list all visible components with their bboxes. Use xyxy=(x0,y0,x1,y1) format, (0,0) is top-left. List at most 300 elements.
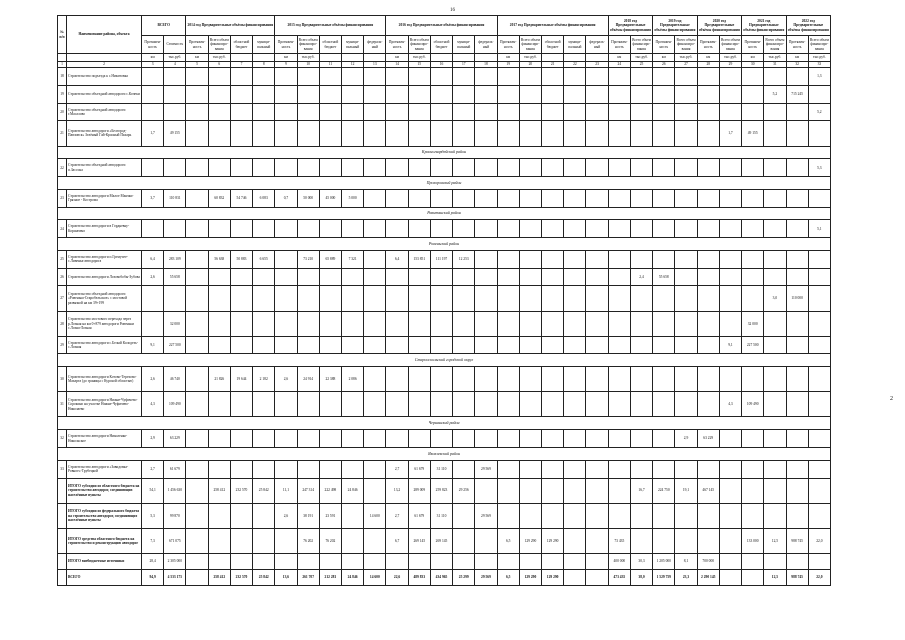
row-value xyxy=(297,68,319,86)
row-value xyxy=(297,103,319,121)
row-value xyxy=(208,85,230,103)
row-value: 289 009 xyxy=(408,478,430,503)
header-unit: тыс.руб. xyxy=(208,54,230,62)
row-value xyxy=(675,392,697,417)
row-value: 22,0 xyxy=(808,528,830,553)
row-value xyxy=(675,220,697,238)
row-value xyxy=(475,478,497,503)
row-value xyxy=(230,460,252,478)
row-name: Строительство автодороги Котово-Терехово-Махарта (до границы с Курской областью) xyxy=(67,367,142,392)
row-value xyxy=(186,250,208,268)
row-value xyxy=(164,220,186,238)
row-value xyxy=(275,159,297,177)
row-value xyxy=(764,430,786,448)
row-value: 45 000 xyxy=(319,189,341,207)
header-col-index: 11 xyxy=(319,62,341,68)
row-value xyxy=(164,68,186,86)
row-value xyxy=(653,311,675,336)
row-value: 24 846 xyxy=(342,569,364,585)
row-value xyxy=(519,121,541,146)
row-value xyxy=(208,103,230,121)
row-value xyxy=(497,553,519,569)
row-value xyxy=(608,460,630,478)
row-value xyxy=(764,478,786,503)
row-value xyxy=(586,336,608,354)
row-value xyxy=(808,121,830,146)
header-unit: км xyxy=(275,54,297,62)
row-value xyxy=(542,478,564,503)
row-value xyxy=(675,460,697,478)
row-value xyxy=(808,553,830,569)
row-value: 76 202 xyxy=(319,528,341,553)
row-value xyxy=(408,311,430,336)
row-value: 232 570 xyxy=(230,569,252,585)
row-value: 9,1 xyxy=(142,336,164,354)
row-value xyxy=(253,159,275,177)
row-value: 269 145 xyxy=(408,528,430,553)
row-value xyxy=(186,367,208,392)
district-name: Ракитянский район xyxy=(58,207,831,220)
row-value xyxy=(342,553,364,569)
total-row xyxy=(58,528,831,553)
row-value: 473 435 xyxy=(608,569,630,585)
row-value: 14 600 xyxy=(364,503,386,528)
row-value xyxy=(430,220,452,238)
row-value xyxy=(342,68,364,86)
row-value: 38,0 xyxy=(630,569,652,585)
row-value xyxy=(275,460,297,478)
row-value xyxy=(475,392,497,417)
row-value xyxy=(742,478,764,503)
row-number: 18 xyxy=(58,68,67,86)
row-value xyxy=(519,68,541,86)
row-number: 30 xyxy=(58,367,67,392)
row-number: 24 xyxy=(58,220,67,238)
header-subcol: муници-пальный xyxy=(453,36,475,54)
row-value xyxy=(453,528,475,553)
row-value xyxy=(764,250,786,268)
row-value xyxy=(719,528,741,553)
table-row xyxy=(58,367,831,392)
header-subcol: Всего объем финансиро-вания xyxy=(675,36,697,54)
row-value xyxy=(719,430,741,448)
table-row xyxy=(58,220,831,238)
header-col-index: 14 xyxy=(386,62,408,68)
row-value xyxy=(519,220,541,238)
row-value xyxy=(764,103,786,121)
row-value xyxy=(497,286,519,311)
row-value xyxy=(719,460,741,478)
row-value xyxy=(430,85,452,103)
row-value xyxy=(430,430,452,448)
row-value xyxy=(342,85,364,103)
row-value xyxy=(653,336,675,354)
row-value xyxy=(408,553,430,569)
row-value xyxy=(564,103,586,121)
row-value xyxy=(497,367,519,392)
row-value xyxy=(342,392,364,417)
header-unit xyxy=(253,54,275,62)
row-value xyxy=(364,268,386,286)
row-value: 29 569 xyxy=(475,569,497,585)
header-subcol: Всего объем финансиро-вания xyxy=(408,36,430,54)
row-value xyxy=(186,68,208,86)
row-value xyxy=(786,159,808,177)
row-value xyxy=(519,286,541,311)
row-value xyxy=(697,68,719,86)
row-value xyxy=(519,189,541,207)
row-value xyxy=(364,85,386,103)
header-group: 2020 год Предварительные объёмы финансирования xyxy=(697,16,741,36)
row-name: Строительство мостового перехода через р.Лозная на км 0+879 автодороги Ровеньки с.Лозна-Лозная xyxy=(67,311,142,336)
row-value xyxy=(430,103,452,121)
header-col-index: 17 xyxy=(453,62,475,68)
row-value xyxy=(519,503,541,528)
row-value: 227 500 xyxy=(164,336,186,354)
row-value xyxy=(319,268,341,286)
row-value xyxy=(742,85,764,103)
row-value xyxy=(764,159,786,177)
row-value xyxy=(542,503,564,528)
row-value: 5,3 xyxy=(808,159,830,177)
header-subcol: областной бюджет xyxy=(542,36,564,54)
header-col-index: 21 xyxy=(542,62,564,68)
row-value: 63 229 xyxy=(164,430,186,448)
row-value: 1,7 xyxy=(142,121,164,146)
row-value xyxy=(653,430,675,448)
header-subcol: Протяжен-ность xyxy=(186,36,208,54)
header-unit: тыс.руб. xyxy=(719,54,741,62)
row-value: 25 842 xyxy=(253,478,275,503)
header-subcol: областной бюджет xyxy=(430,36,452,54)
row-value: 13,6 xyxy=(275,569,297,585)
row-value xyxy=(786,503,808,528)
row-value: 227 500 xyxy=(742,336,764,354)
row-value xyxy=(764,460,786,478)
row-name: Строительство объездной автодороги п.Засосна xyxy=(67,159,142,177)
row-value xyxy=(475,553,497,569)
row-value xyxy=(542,68,564,86)
row-value: 133 000 xyxy=(742,528,764,553)
row-value xyxy=(542,121,564,146)
row-value xyxy=(742,103,764,121)
row-value xyxy=(653,68,675,86)
row-value xyxy=(386,392,408,417)
row-name: Строительство объездной автодороги с.Кочеки xyxy=(67,85,142,103)
district-row xyxy=(58,207,831,220)
row-name: ИТОГО внебюджетные источники xyxy=(67,553,142,569)
row-value xyxy=(342,268,364,286)
row-value: 49 155 xyxy=(164,121,186,146)
row-value xyxy=(475,121,497,146)
row-value xyxy=(408,336,430,354)
district-name: Старооскольский городской округ xyxy=(58,354,831,367)
table-row xyxy=(58,392,831,417)
row-value xyxy=(608,392,630,417)
row-value: 258 412 xyxy=(208,478,230,503)
row-value: 24 846 xyxy=(342,478,364,503)
row-value xyxy=(386,103,408,121)
row-value xyxy=(542,392,564,417)
header-unit: км xyxy=(386,54,408,62)
row-value xyxy=(542,311,564,336)
row-value xyxy=(742,553,764,569)
row-value xyxy=(475,311,497,336)
row-value xyxy=(786,250,808,268)
row-value: 6,4 xyxy=(386,250,408,268)
row-value xyxy=(297,159,319,177)
row-value xyxy=(564,569,586,585)
header-col-index: 26 xyxy=(653,62,675,68)
header-unit: тыс.руб. xyxy=(164,54,186,62)
row-value xyxy=(719,503,741,528)
row-value: 32 000 xyxy=(164,311,186,336)
row-value: 258 412 xyxy=(208,569,230,585)
row-value xyxy=(808,392,830,417)
row-value: 1,7 xyxy=(719,121,741,146)
row-value xyxy=(697,268,719,286)
row-number xyxy=(58,478,67,503)
table-row xyxy=(58,311,831,336)
row-name: Строительство автодороги Нижне-Чуфичево-Сорокино на участке Нижне-Чуфичево-Николаево xyxy=(67,392,142,417)
row-value xyxy=(653,286,675,311)
header-group: 2017 год Предварительные объёмы финансирования xyxy=(497,16,608,36)
row-value xyxy=(253,286,275,311)
row-value xyxy=(697,220,719,238)
row-value: 2,9 xyxy=(142,430,164,448)
header-subcol: Всего объем финансиро-вания xyxy=(519,36,541,54)
row-value xyxy=(764,392,786,417)
row-value xyxy=(764,553,786,569)
header-group: 2019 год Предварительные объёмы финансирования xyxy=(653,16,697,36)
row-value xyxy=(564,460,586,478)
row-value xyxy=(742,159,764,177)
row-value xyxy=(275,430,297,448)
row-value xyxy=(430,268,452,286)
row-value: 22 388 xyxy=(319,367,341,392)
row-value xyxy=(297,430,319,448)
row-value: 224 750 xyxy=(653,478,675,503)
row-value: 467 145 xyxy=(697,478,719,503)
row-value xyxy=(786,336,808,354)
row-value xyxy=(475,336,497,354)
row-value xyxy=(408,85,430,103)
row-value xyxy=(230,268,252,286)
row-number: 27 xyxy=(58,286,67,311)
header-subcol: Всего объем финансиро-вания xyxy=(764,36,786,54)
header-subcol: Протяжен-ность xyxy=(142,36,164,54)
district-name: Прохоровский район xyxy=(58,177,831,190)
row-value xyxy=(142,103,164,121)
row-value xyxy=(564,392,586,417)
row-value xyxy=(364,430,386,448)
row-value xyxy=(275,268,297,286)
header-group: 2016 год Предварительные объёмы финансирования xyxy=(386,16,497,36)
header-subcol: Протяжен-ность xyxy=(697,36,719,54)
row-value xyxy=(208,159,230,177)
row-value xyxy=(542,85,564,103)
table-row xyxy=(58,250,831,268)
row-value xyxy=(519,392,541,417)
header-unit: тыс.руб. xyxy=(630,54,652,62)
row-value: 129 290 xyxy=(519,528,541,553)
row-value xyxy=(342,103,364,121)
row-value xyxy=(364,189,386,207)
row-value xyxy=(342,336,364,354)
row-value xyxy=(453,103,475,121)
header-col-index: 19 xyxy=(497,62,519,68)
row-value xyxy=(275,392,297,417)
row-value xyxy=(586,268,608,286)
row-value xyxy=(586,85,608,103)
row-value xyxy=(186,268,208,286)
row-value xyxy=(364,478,386,503)
row-value: 31 110 xyxy=(430,460,452,478)
row-value: 31 110 xyxy=(430,503,452,528)
row-value xyxy=(630,460,652,478)
row-value xyxy=(253,503,275,528)
row-value xyxy=(297,392,319,417)
row-value xyxy=(386,311,408,336)
row-value xyxy=(319,159,341,177)
row-value xyxy=(564,528,586,553)
row-value xyxy=(519,460,541,478)
header-col-index: 8 xyxy=(253,62,275,68)
row-value xyxy=(497,430,519,448)
row-value xyxy=(253,85,275,103)
row-value xyxy=(742,286,764,311)
row-value xyxy=(408,121,430,146)
row-value xyxy=(453,121,475,146)
row-value xyxy=(453,220,475,238)
header-group: 2022 год Предварительные объёмы финансирования xyxy=(786,16,830,36)
row-value xyxy=(386,268,408,286)
row-value xyxy=(208,268,230,286)
row-value: 32 000 xyxy=(742,311,764,336)
row-value: 12,5 xyxy=(764,569,786,585)
row-value: 73 435 xyxy=(608,528,630,553)
row-value: 4 533 175 xyxy=(164,569,186,585)
row-value xyxy=(275,311,297,336)
row-value xyxy=(386,68,408,86)
row-value xyxy=(630,121,652,146)
header-col-index: 25 xyxy=(630,62,652,68)
row-value xyxy=(586,286,608,311)
row-value xyxy=(564,311,586,336)
row-value: 111 197 xyxy=(430,250,452,268)
row-value xyxy=(186,528,208,553)
row-value xyxy=(453,503,475,528)
row-value xyxy=(564,250,586,268)
row-value xyxy=(519,553,541,569)
row-value xyxy=(808,367,830,392)
row-value xyxy=(653,250,675,268)
row-value: 1 205 000 xyxy=(653,553,675,569)
header-subcol: Протяжен-ность xyxy=(608,36,630,54)
row-value xyxy=(630,220,652,238)
header-unit: тыс.руб. xyxy=(519,54,541,62)
row-value xyxy=(408,430,430,448)
header-unit xyxy=(475,54,497,62)
row-value xyxy=(186,430,208,448)
row-name: Строительство объездной автодороги г.Масалово xyxy=(67,103,142,121)
row-value xyxy=(386,121,408,146)
row-value xyxy=(208,460,230,478)
row-value: 28,4 xyxy=(142,553,164,569)
header-col-name: Наименование района, объекта xyxy=(67,16,142,54)
row-value xyxy=(208,503,230,528)
row-value xyxy=(208,220,230,238)
row-value xyxy=(786,68,808,86)
row-value xyxy=(253,268,275,286)
row-value xyxy=(786,189,808,207)
header-col-index: 10 xyxy=(297,62,319,68)
row-value xyxy=(497,460,519,478)
row-value xyxy=(675,85,697,103)
row-value xyxy=(453,286,475,311)
row-value xyxy=(475,103,497,121)
row-value xyxy=(275,103,297,121)
row-value xyxy=(430,336,452,354)
row-value xyxy=(430,553,452,569)
row-value xyxy=(364,392,386,417)
row-value xyxy=(319,68,341,86)
row-value: 2 290 145 xyxy=(697,569,719,585)
header-unit: км xyxy=(608,54,630,62)
row-value xyxy=(653,392,675,417)
row-value: 22,0 xyxy=(808,569,830,585)
header-unit: км xyxy=(186,54,208,62)
row-value xyxy=(742,367,764,392)
row-value xyxy=(675,367,697,392)
row-value xyxy=(675,103,697,121)
row-value: 715 245 xyxy=(786,85,808,103)
row-value xyxy=(808,286,830,311)
row-value xyxy=(430,159,452,177)
row-value xyxy=(386,367,408,392)
header-col-index: 3 xyxy=(142,62,164,68)
row-value xyxy=(697,159,719,177)
row-value xyxy=(164,286,186,311)
row-value xyxy=(586,250,608,268)
row-value xyxy=(564,336,586,354)
row-number: 31 xyxy=(58,392,67,417)
row-value: 19 644 xyxy=(230,367,252,392)
header-unit: тыс.руб. xyxy=(408,54,430,62)
row-value xyxy=(275,68,297,86)
row-value xyxy=(586,553,608,569)
row-value xyxy=(430,68,452,86)
row-value: 6,7 xyxy=(386,528,408,553)
row-value xyxy=(319,392,341,417)
table-row xyxy=(58,286,831,311)
row-value xyxy=(786,268,808,286)
row-value xyxy=(764,503,786,528)
row-value xyxy=(719,569,741,585)
row-value: 9,1 xyxy=(719,336,741,354)
row-value xyxy=(630,103,652,121)
row-value: 56 638 xyxy=(208,250,230,268)
row-value: 54 746 xyxy=(230,189,252,207)
row-value xyxy=(564,553,586,569)
row-value: 110 000 xyxy=(786,286,808,311)
row-value xyxy=(675,311,697,336)
header-col-index: 29 xyxy=(719,62,741,68)
row-value xyxy=(275,85,297,103)
row-value: 3,0 xyxy=(764,286,786,311)
row-value xyxy=(697,528,719,553)
margin-mark: 2 xyxy=(890,396,893,402)
